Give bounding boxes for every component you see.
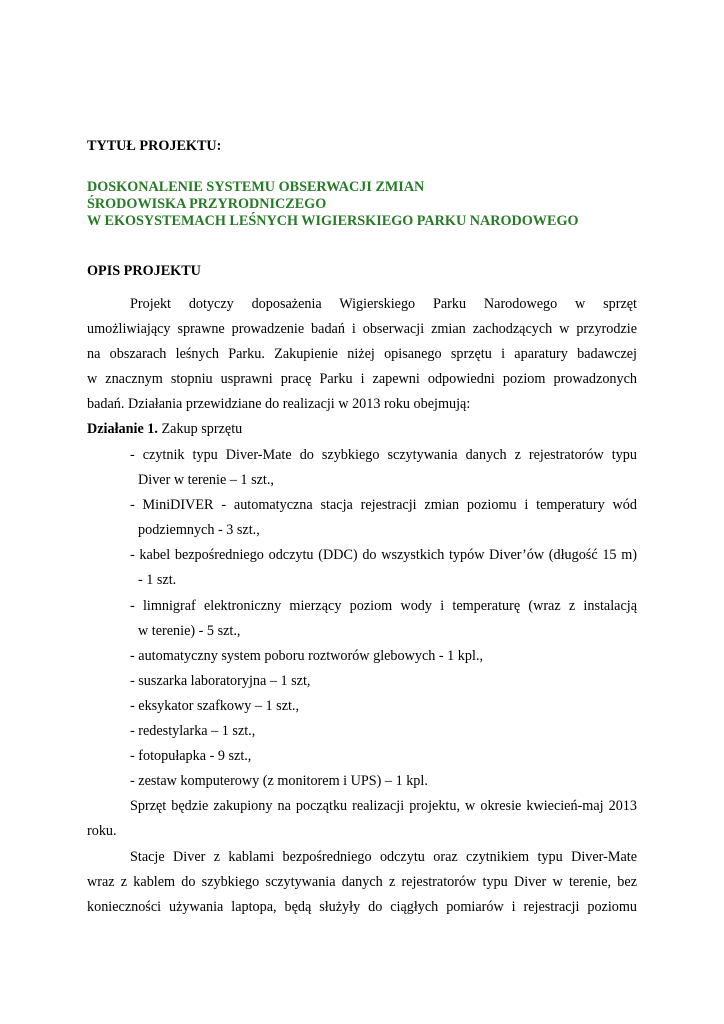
- stations-line-2: wraz z kablem do szybkiego sczytywania danych z rejestratorów typu Diver w terenie, bez: [87, 874, 637, 890]
- intro-line-5: badań. Działania przewidziane do realizacji w 2013 roku obejmują:: [87, 396, 471, 412]
- list-item-3-line-2: - 1 szt.: [138, 572, 177, 588]
- list-item-9: - fotopułapka - 9 szt.,: [130, 748, 252, 764]
- intro-line-4: w znacznym stopniu usprawni pracę Parku i zapewni odpowiedni poziom prowadzonych: [87, 371, 637, 387]
- stations-line-3: konieczności używania laptopa, będą służyły do ciągłych pomiarów i rejestracji poziomu: [87, 899, 637, 915]
- list-item-3-line-1: - kabel bezpośredniego odczytu (DDC) do wszystkich typów Diver’ów (długość 15 m): [130, 547, 637, 563]
- action-heading: [87, 421, 242, 438]
- description-heading: OPIS PROJEKTU: [87, 263, 201, 279]
- intro-line-3: na obszarach leśnych Parku. Zakupienie niżej opisanego sprzętu i aparatury badawczej: [87, 346, 637, 362]
- stations-line-1: Stacje Diver z kablami bezpośredniego odczytu oraz czytnikiem typu Diver-Mate: [130, 849, 637, 865]
- list-item-1-line-1: - czytnik typu Diver-Mate do szybkiego sczytywania danych z rejestratorów typu: [130, 447, 637, 463]
- project-title-line-1: DOSKONALENIE SYSTEMU OBSERWACJI ZMIAN: [87, 179, 425, 195]
- list-item-10: - zestaw komputerowy (z monitorem i UPS) – 1 kpl.: [130, 773, 428, 789]
- list-item-4-line-2: w terenie) - 5 szt.,: [138, 623, 241, 639]
- list-item-6: - suszarka laboratoryjna – 1 szt,: [130, 673, 311, 689]
- purchase-line-1: Sprzęt będzie zakupiony na początku realizacji projektu, w okresie kwiecień-maj 2013: [130, 798, 637, 814]
- intro-line-1: Projekt dotyczy doposażenia Wigierskiego Parku Narodowego w sprzęt: [130, 296, 637, 312]
- intro-line-2: umożliwiający sprawne prowadzenie badań i obserwacji zmian zachodzących w przyrodzie: [87, 321, 637, 337]
- list-item-2-line-2: podziemnych - 3 szt.,: [138, 522, 260, 538]
- list-item-8: - redestylarka – 1 szt.,: [130, 723, 256, 739]
- list-item-4-line-1: - limnigraf elektroniczny mierzący poziom wody i temperaturę (wraz z instalacją: [130, 598, 637, 614]
- list-item-7: - eksykator szafkowy – 1 szt.,: [130, 698, 300, 714]
- action-text: Zakup sprzętu: [157, 421, 243, 437]
- project-title-line-2: ŚRODOWISKA PRZYRODNICZEGO: [87, 196, 327, 212]
- project-title-line-3: W EKOSYSTEMACH LEŚNYCH WIGIERSKIEGO PARKU NARODOWEGO: [87, 213, 579, 229]
- list-item-5: - automatyczny system poboru roztworów glebowych - 1 kpl.,: [130, 648, 484, 664]
- list-item-2-line-1: - MiniDIVER - automatyczna stacja rejestracji zmian poziomu i temperatury wód: [130, 497, 637, 513]
- title-label: TYTUŁ PROJEKTU:: [87, 138, 222, 154]
- purchase-line-2: roku.: [87, 823, 117, 839]
- list-item-1-line-2: Diver w terenie – 1 szt.,: [138, 472, 274, 488]
- action-label: Działanie 1.: [87, 421, 158, 437]
